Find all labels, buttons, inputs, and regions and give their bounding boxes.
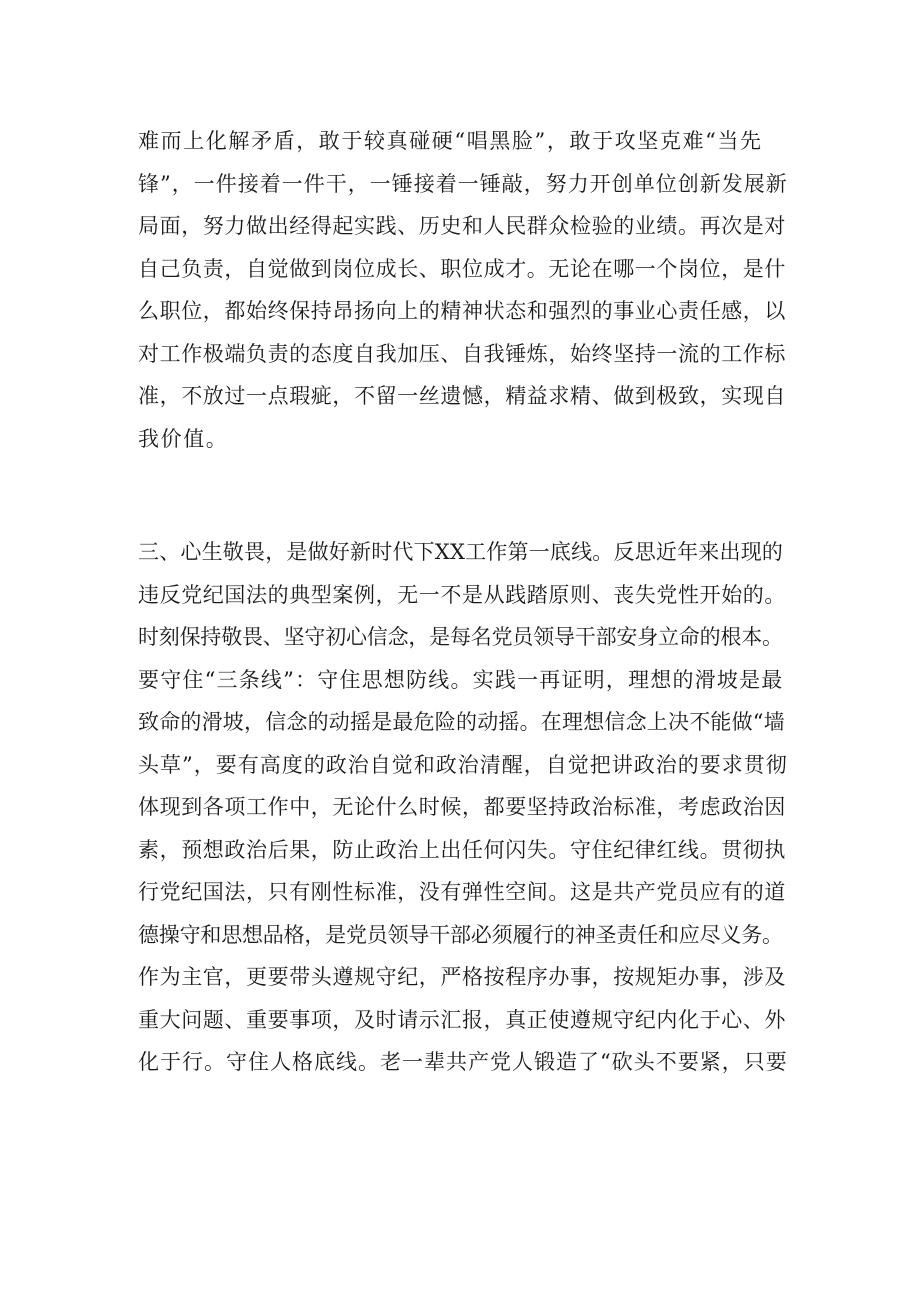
text-line: 素，预想政治后果，防止政治上出任何闪失。守住纪律红线。贯彻执 xyxy=(138,837,786,862)
text-line: 三、心生敬畏，是做好新时代下XX工作第一底线。反思近年来出现的 xyxy=(138,540,784,564)
text-line: 致命的滑坡，信念的动摇是最危险的动摇。在理想信念上决不能做“墙 xyxy=(138,710,785,734)
text-line: 准，不放过一点瑕疵，不留一丝遗憾，精益求精、做到极致，实现自 xyxy=(138,384,786,408)
text-line: 要守住“三条线”：守住思想防线。实践一再证明，理想的滑坡是最 xyxy=(138,667,784,692)
text-line: 对工作极端负责的态度自我加压、自我锤炼，始终坚持一流的工作标 xyxy=(138,341,786,366)
text-line: 头草”，要有高度的政治自觉和政治清醒，自觉把讲政治的要求贯彻 xyxy=(138,752,788,777)
paragraph-spacer xyxy=(138,460,788,531)
text-line: 体现到各项工作中，无论什么时候，都要坚持政治标准，考虑政治因 xyxy=(138,795,786,819)
text-line: 化于行。守住人格底线。老一辈共产党人锻造了“砍头不要紧，只要 xyxy=(138,1050,788,1074)
text-line: 时刻保持敬畏、坚守初心信念，是每名党员领导干部安身立命的根本。 xyxy=(138,625,783,649)
text-line: 难而上化解矛盾，敢于较真碰硬“唱黑脸”，敢于攻坚克难“当先 xyxy=(138,129,763,153)
text-line: 行党纪国法，只有刚性标准，没有弹性空间。这是共产党员应有的道 xyxy=(138,880,786,904)
document-body xyxy=(138,120,788,1084)
text-line: 自己负责，自觉做到岗位成长、职位成才。无论在哪一个岗位，是什 xyxy=(138,256,786,281)
text-line: 么职位，都始终保持昂扬向上的精神状态和强烈的事业心责任感，以 xyxy=(138,299,786,323)
text-line: 德操守和思想品格，是党员领导干部必须履行的神圣责任和应尽义务。 xyxy=(138,922,783,947)
text-line: 锋”，一件接着一件干，一锤接着一锤敲，努力开创单位创新发展新 xyxy=(138,171,788,196)
text-line: 重大问题、重要事项，及时请示汇报，真正使遵规守纪内化于心、外 xyxy=(138,1007,786,1032)
text-line: 局面，努力做出经得起实践、历史和人民群众检验的业绩。再次是对 xyxy=(138,214,786,238)
text-line: 作为主官，更要带头遵规守纪，严格按程序办事，按规矩办事，涉及 xyxy=(138,965,786,989)
paragraph-1 xyxy=(138,120,788,460)
text-line: 违反党纪国法的典型案例，无一不是从践踏原则、丧失党性开始的。 xyxy=(138,582,786,607)
paragraph-2 xyxy=(138,531,788,1084)
text-line: 我价值。 xyxy=(138,426,229,451)
